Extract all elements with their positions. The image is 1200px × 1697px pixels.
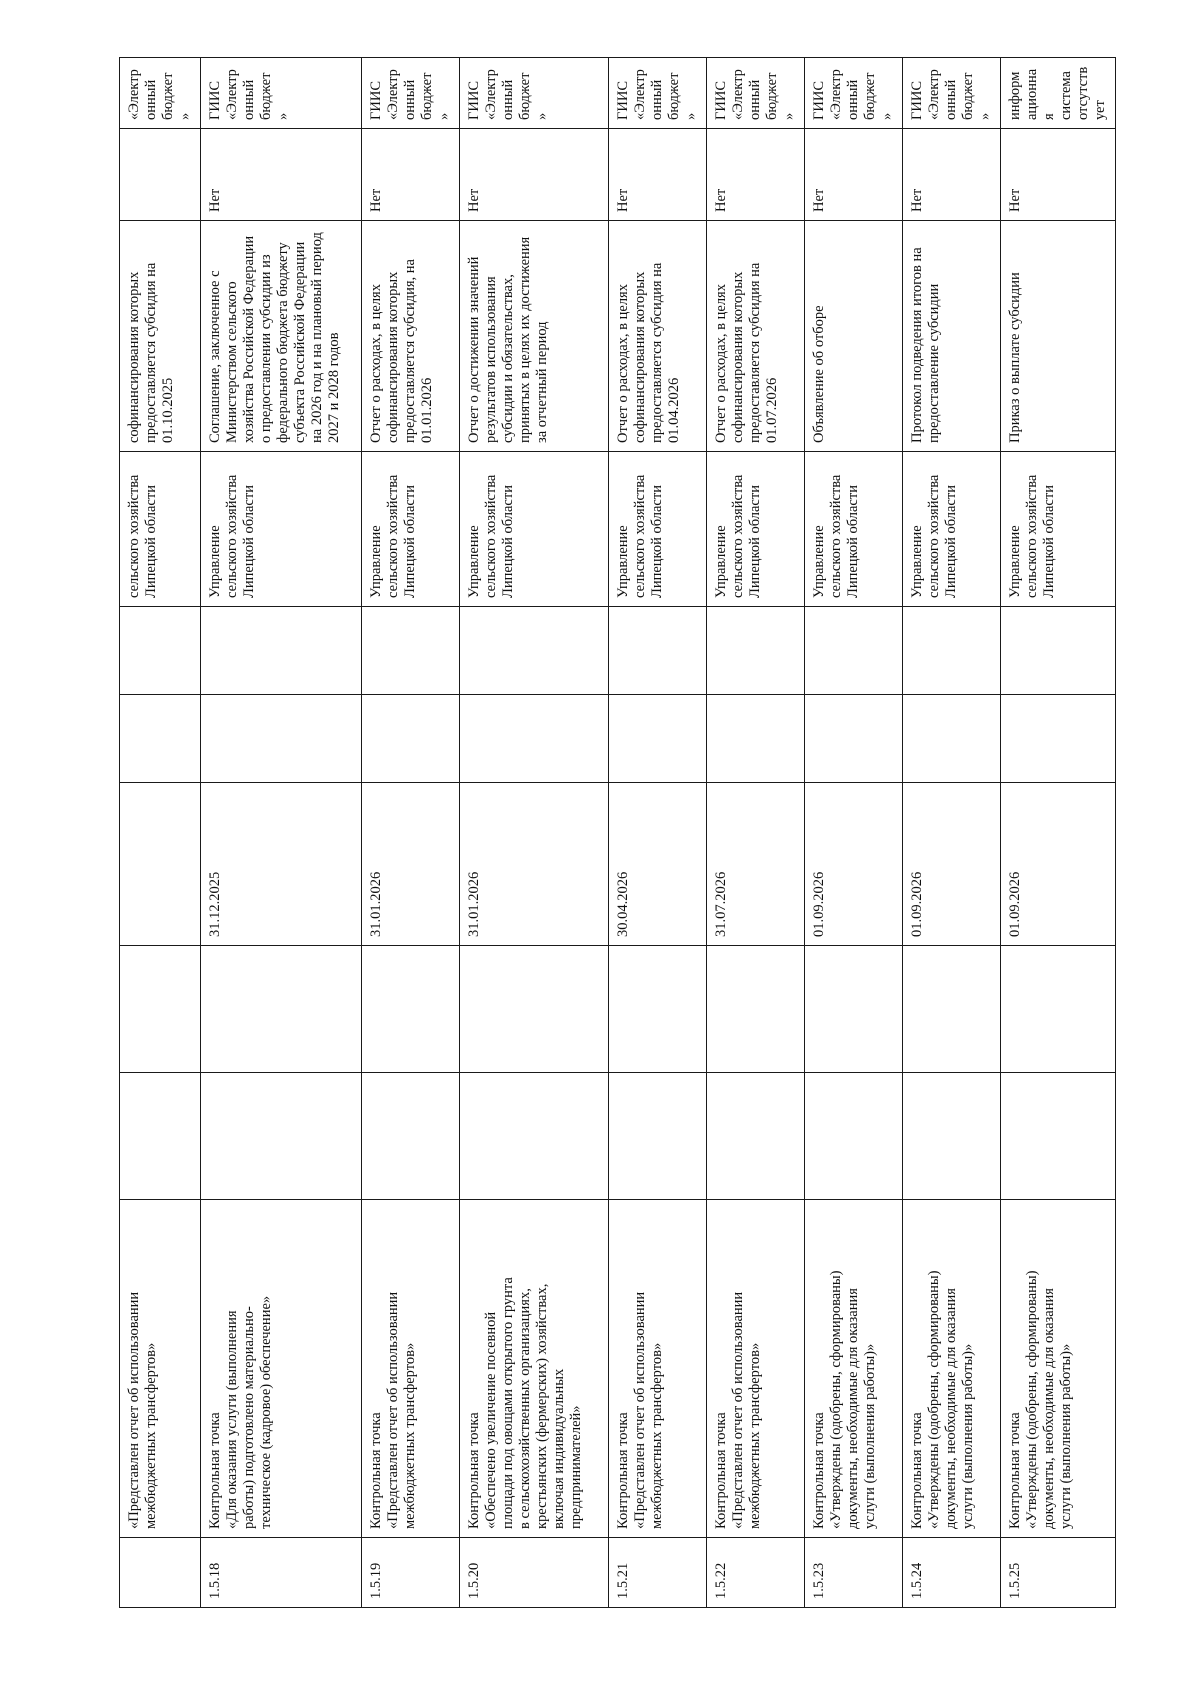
text-line: Управление (615, 525, 631, 598)
responsible-executor (609, 452, 707, 607)
text-line: софинансирования которых (730, 271, 746, 443)
empty-cell (903, 946, 1001, 1073)
text-line: ГИИС (466, 81, 482, 120)
text-line: хозяйства Российской Федерации (241, 235, 257, 443)
text-line: межбюджетных трансфертов» (747, 1342, 763, 1529)
text-line: ГИИС (713, 81, 729, 120)
table-row (201, 58, 362, 1608)
flag-value: Нет (805, 129, 903, 221)
due-date: 31.07.2026 (707, 783, 805, 946)
table-row (609, 58, 707, 1608)
due-date: 01.09.2026 (1001, 783, 1116, 946)
control-point-name (201, 1200, 362, 1538)
information-system (1001, 58, 1116, 129)
responsible-executor (805, 452, 903, 607)
row-number: 1.5.20 (460, 1538, 609, 1608)
text-line: документы, необходимые для оказания (943, 1288, 959, 1529)
confirming-document (120, 221, 201, 452)
responsible-executor (1001, 452, 1116, 607)
text-line: принятых в целях их достижения (517, 236, 533, 443)
text-line: федерального бюджета бюджету (275, 242, 291, 443)
text-line: предоставляется субсидия на (143, 262, 159, 443)
row-number: 1.5.22 (707, 1538, 805, 1608)
text-line: техническое (кадровое) обеспечение» (258, 1295, 274, 1529)
due-date: 30.04.2026 (609, 783, 707, 946)
empty-cell (460, 607, 609, 695)
empty-cell (805, 946, 903, 1073)
confirming-document (362, 221, 460, 452)
empty-cell (120, 946, 201, 1073)
text-line: Отчет о расходах, в целях (713, 284, 729, 443)
text-line: Отчет о достижении значений (466, 256, 482, 443)
text-line: документы, необходимые для оказания (1041, 1288, 1057, 1529)
empty-cell (805, 1073, 903, 1200)
text-line: Управление (909, 525, 925, 598)
text-line: Липецкой области (143, 485, 159, 598)
text-line: 2027 и 2028 годов (326, 332, 342, 443)
table-row (707, 58, 805, 1608)
text-line: Управление (207, 525, 223, 598)
text-line: ГИИС (811, 81, 827, 120)
text-line: «Электронный (926, 69, 959, 120)
text-line: Контрольная точка (713, 1412, 729, 1529)
text-line: документы, необходимые для оказания (845, 1288, 861, 1529)
text-line: Липецкой области (1041, 485, 1057, 598)
text-line: «Представлен отчет об использовании (632, 1291, 648, 1529)
information-system (805, 58, 903, 129)
text-line: 01.04.2026 (666, 377, 682, 443)
text-line: сельского хозяйства (926, 474, 942, 598)
empty-cell (120, 607, 201, 695)
text-line: Соглашение, заключенное с (207, 270, 223, 443)
text-line: Приказ о выплате субсидии (1007, 272, 1023, 443)
text-line: Контрольная точка (466, 1412, 482, 1529)
text-line: бюджет» (764, 72, 797, 120)
text-line: Управление (713, 525, 729, 598)
text-line: «Представлен отчет об использовании (730, 1291, 746, 1529)
text-line: межбюджетных трансфертов» (143, 1342, 159, 1529)
text-line: в сельскохозяйственных организациях, (517, 1288, 533, 1529)
information-system (903, 58, 1001, 129)
text-line: сельского хозяйства (632, 474, 648, 598)
text-line: Липецкой области (241, 485, 257, 598)
control-point-name (903, 1200, 1001, 1538)
empty-cell (707, 607, 805, 695)
text-line: Контрольная точка (615, 1412, 631, 1529)
empty-cell (120, 1073, 201, 1200)
table-row (1001, 58, 1116, 1608)
text-line: сельского хозяйства (483, 474, 499, 598)
text-line: ГИИС (615, 81, 631, 120)
empty-cell (120, 695, 201, 783)
information-system (201, 58, 362, 129)
confirming-document (201, 221, 362, 452)
text-line: крестьянских (фермерских) хозяйствах, (534, 1283, 550, 1529)
text-line: «Обеспечено увеличение посевной (483, 1311, 499, 1529)
empty-cell (1001, 946, 1116, 1073)
row-number: 1.5.18 (201, 1538, 362, 1608)
text-line: сельского хозяйства (730, 474, 746, 598)
text-line: сельского хозяйства (126, 474, 142, 598)
text-line: на 2026 год и на плановый период (309, 232, 325, 443)
text-line: бюджет» (517, 72, 550, 120)
control-point-name (460, 1200, 609, 1538)
text-line: «Представлен отчет об использовании (126, 1291, 142, 1529)
text-line: предоставляется субсидия, на (402, 259, 418, 443)
text-line: межбюджетных трансфертов» (649, 1342, 665, 1529)
text-line: Министерством сельского (224, 281, 240, 443)
empty-cell (460, 946, 609, 1073)
text-line: Контрольная точка (1007, 1412, 1023, 1529)
due-date: 01.09.2026 (903, 783, 1001, 946)
table-row (805, 58, 903, 1608)
text-line: бюджет» (258, 72, 291, 120)
empty-cell (201, 607, 362, 695)
text-line: предпринимателей» (568, 1405, 584, 1529)
text-line: Отчет о расходах, в целях (368, 284, 384, 443)
table-row (903, 58, 1001, 1608)
text-line: услуги (выполнения работы)» (1058, 1343, 1074, 1529)
row-number: 1.5.25 (1001, 1538, 1116, 1608)
control-point-name (1001, 1200, 1116, 1538)
flag-value: Нет (707, 129, 805, 221)
text-line: Контрольная точка (368, 1412, 384, 1529)
responsible-executor (120, 452, 201, 607)
text-line: Объявление об отборе (811, 305, 827, 443)
confirming-document (805, 221, 903, 452)
text-line: включая индивидуальных (551, 1368, 567, 1529)
text-line: Контрольная точка (811, 1412, 827, 1529)
confirming-document (609, 221, 707, 452)
text-line: Контрольная точка (909, 1412, 925, 1529)
control-point-name (362, 1200, 460, 1538)
confirming-document (460, 221, 609, 452)
row-number: 1.5.24 (903, 1538, 1001, 1608)
flag-value: Нет (1001, 129, 1116, 221)
text-line: площади под овощами открытого грунта (500, 1277, 516, 1529)
confirming-document (903, 221, 1001, 452)
text-line: Управление (466, 525, 482, 598)
flag-value (120, 129, 201, 221)
rotated-table-container (119, 58, 1108, 1608)
text-line: Управление (811, 525, 827, 598)
control-point-name (805, 1200, 903, 1538)
due-date: 31.12.2025 (201, 783, 362, 946)
text-line: результатов использования (483, 276, 499, 443)
text-line: Управление (1007, 525, 1023, 598)
text-line: работы) подготовлено материально- (241, 1306, 257, 1529)
table-row (362, 58, 460, 1608)
table-row (120, 58, 201, 1608)
table-body (120, 58, 1116, 1608)
empty-cell (460, 1073, 609, 1200)
text-line: «Электронный (632, 69, 665, 120)
empty-cell (609, 607, 707, 695)
text-line: Отчет о расходах, в целях (615, 284, 631, 443)
text-line: субъекта Российской Федерации (292, 241, 308, 443)
text-line: Липецкой области (649, 485, 665, 598)
information-system (609, 58, 707, 129)
text-line: «Утверждены (одобрены, сформированы) (926, 1270, 942, 1529)
text-line: Липецкой области (402, 485, 418, 598)
text-line: субсидии и обязательствах, (500, 274, 516, 443)
flag-value: Нет (460, 129, 609, 221)
text-line: 01.10.2025 (160, 377, 176, 443)
text-line: сельского хозяйства (828, 474, 844, 598)
empty-cell (362, 607, 460, 695)
text-line: бюджет» (862, 72, 895, 120)
empty-cell (1001, 695, 1116, 783)
text-line: услуги (выполнения работы)» (960, 1343, 976, 1529)
row-number (120, 1538, 201, 1608)
empty-cell (1001, 1073, 1116, 1200)
control-points-table (119, 57, 1116, 1608)
information-system (120, 58, 201, 129)
empty-cell (460, 695, 609, 783)
text-line: «Утверждены (одобрены, сформированы) (1024, 1270, 1040, 1529)
text-line: сельского хозяйства (385, 474, 401, 598)
empty-cell (362, 695, 460, 783)
empty-cell (707, 946, 805, 1073)
text-line: Липецкой области (943, 485, 959, 598)
empty-cell (903, 1073, 1001, 1200)
empty-cell (201, 946, 362, 1073)
text-line: бюджет» (160, 72, 193, 120)
text-line: бюджет» (419, 72, 452, 120)
control-point-name (120, 1200, 201, 1538)
text-line: ГИИС (207, 81, 223, 120)
empty-cell (707, 1073, 805, 1200)
text-line: софинансирования которых (126, 271, 142, 443)
empty-cell (201, 1073, 362, 1200)
flag-value: Нет (903, 129, 1001, 221)
text-line: предоставляется субсидия на (747, 262, 763, 443)
text-line: «Представлен отчет об использовании (385, 1291, 401, 1529)
empty-cell (903, 695, 1001, 783)
text-line: «Электронный (224, 69, 257, 120)
text-line: Управление (368, 525, 384, 598)
empty-cell (805, 695, 903, 783)
text-line: сельского хозяйства (1024, 474, 1040, 598)
text-line: Липецкой области (747, 485, 763, 598)
empty-cell (201, 695, 362, 783)
text-line: услуги (выполнения работы)» (862, 1343, 878, 1529)
text-line: Протокол подведения итогов на (909, 247, 925, 443)
empty-cell (362, 946, 460, 1073)
text-line: «Электронный (828, 69, 861, 120)
empty-cell (903, 607, 1001, 695)
flag-value: Нет (201, 129, 362, 221)
responsible-executor (903, 452, 1001, 607)
text-line: 01.07.2026 (764, 377, 780, 443)
text-line: за отчетный период (534, 321, 550, 443)
flag-value: Нет (609, 129, 707, 221)
text-line: сельского хозяйства (224, 474, 240, 598)
text-line: «Для оказания услуги (выполнения (224, 1310, 240, 1529)
text-line: Липецкой области (845, 485, 861, 598)
text-line: софинансирования которых (385, 271, 401, 443)
text-line: межбюджетных трансфертов» (402, 1342, 418, 1529)
empty-cell (609, 695, 707, 783)
information-system (707, 58, 805, 129)
text-line: бюджет» (666, 72, 699, 120)
text-line: «Электронный (730, 69, 763, 120)
information-system (362, 58, 460, 129)
empty-cell (805, 607, 903, 695)
due-date: 31.01.2026 (362, 783, 460, 946)
text-line: бюджет» (960, 72, 993, 120)
information-system (460, 58, 609, 129)
text-line: Липецкой области (500, 485, 516, 598)
confirming-document (707, 221, 805, 452)
text-line: система отсутствует (1058, 66, 1108, 120)
due-date: 31.01.2026 (460, 783, 609, 946)
text-line: Контрольная точка (207, 1412, 223, 1529)
row-number: 1.5.19 (362, 1538, 460, 1608)
text-line: «Электронный (126, 69, 159, 120)
row-number: 1.5.21 (609, 1538, 707, 1608)
control-point-name (707, 1200, 805, 1538)
flag-value: Нет (362, 129, 460, 221)
row-number: 1.5.23 (805, 1538, 903, 1608)
responsible-executor (201, 452, 362, 607)
text-line: «Утверждены (одобрены, сформированы) (828, 1270, 844, 1529)
text-line: информационная (1007, 68, 1057, 120)
text-line: «Электронный (385, 69, 418, 120)
confirming-document (1001, 221, 1116, 452)
empty-cell (609, 946, 707, 1073)
text-line: ГИИС (368, 81, 384, 120)
text-line: предоставление субсидии (926, 283, 942, 443)
text-line: 01.01.2026 (419, 377, 435, 443)
responsible-executor (362, 452, 460, 607)
text-line: о предоставлении субсидии из (258, 254, 274, 443)
table-row (460, 58, 609, 1608)
control-point-name (609, 1200, 707, 1538)
due-date (120, 783, 201, 946)
text-line: предоставляется субсидия на (649, 262, 665, 443)
text-line: софинансирования которых (632, 271, 648, 443)
responsible-executor (707, 452, 805, 607)
empty-cell (707, 695, 805, 783)
responsible-executor (460, 452, 609, 607)
empty-cell (609, 1073, 707, 1200)
due-date: 01.09.2026 (805, 783, 903, 946)
empty-cell (1001, 607, 1116, 695)
text-line: «Электронный (483, 69, 516, 120)
text-line: ГИИС (909, 81, 925, 120)
empty-cell (362, 1073, 460, 1200)
